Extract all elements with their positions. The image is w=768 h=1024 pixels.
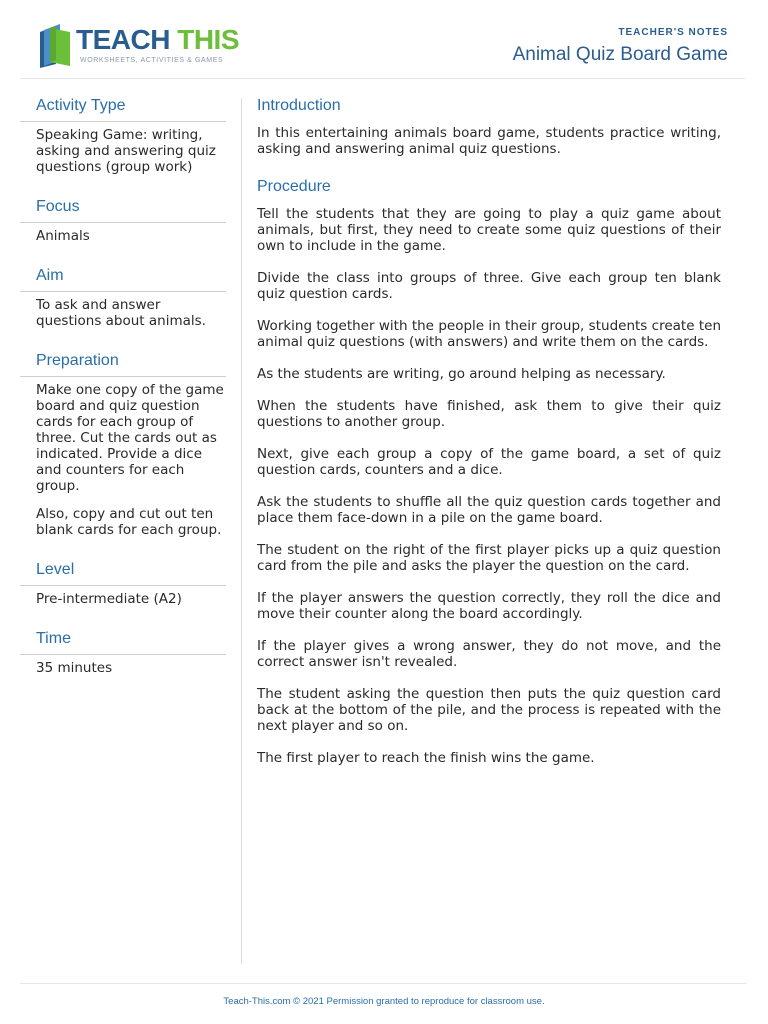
preparation-text bbox=[20, 377, 226, 538]
procedure-heading: Procedure bbox=[257, 178, 331, 195]
activity-type-section bbox=[20, 92, 226, 175]
procedure-paragraph: Divide the class into groups of three. Give each group ten blank quiz question cards. bbox=[257, 270, 721, 302]
preparation-heading: Preparation bbox=[20, 347, 226, 377]
procedure-paragraph: As the students are writing, go around helping as necessary. bbox=[257, 366, 666, 382]
time-text: 35 minutes bbox=[36, 660, 113, 676]
column-divider bbox=[241, 98, 242, 964]
logo-word-teach: TEACH bbox=[76, 24, 170, 55]
procedure-paragraph: Working together with the people in their group, students create ten animal quiz questions (with answers) and write them on the cards. bbox=[257, 318, 721, 350]
book-icon bbox=[36, 24, 74, 68]
preparation-paragraph: Make one copy of the game board and quiz question cards for each group of three. Cut the cards out as indicated. Provide a dice and counters for each group. bbox=[36, 382, 224, 494]
procedure-paragraph: If the player gives a wrong answer, they do not move, and the correct answer isn't revealed. bbox=[257, 638, 721, 670]
logo-wordmark bbox=[76, 24, 239, 56]
preparation-section bbox=[20, 347, 226, 538]
main-content bbox=[257, 92, 721, 782]
aim-text: To ask and answer questions about animals. bbox=[36, 297, 206, 329]
procedure-paragraph: The first player to reach the finish wins the game. bbox=[257, 750, 595, 766]
aim-section bbox=[20, 262, 226, 329]
aim-heading: Aim bbox=[20, 262, 226, 292]
teach-this-logo bbox=[36, 22, 240, 70]
page-title: Animal Quiz Board Game bbox=[512, 44, 728, 65]
procedure-paragraph: The student asking the question then puts the quiz question card back at the bottom of the pile, and the process is repeated with the next player and so on. bbox=[257, 686, 721, 734]
focus-text: Animals bbox=[36, 228, 90, 244]
time-heading: Time bbox=[20, 625, 226, 655]
procedure-paragraph: The student on the right of the first player picks up a quiz question card from the pile and asks the player the question on the card. bbox=[257, 542, 721, 574]
procedure-paragraph: When the students have finished, ask them to give their quiz questions to another group. bbox=[257, 398, 721, 430]
focus-heading: Focus bbox=[20, 193, 226, 223]
level-section bbox=[20, 556, 226, 607]
procedure-paragraph: Ask the students to shuffle all the quiz question cards together and place them face-down in a pile on the game board. bbox=[257, 494, 721, 526]
introduction-text bbox=[257, 125, 721, 157]
footer-divider bbox=[20, 983, 746, 984]
teachers-notes-label: TEACHER'S NOTES bbox=[618, 27, 728, 38]
sidebar bbox=[20, 92, 226, 694]
page-header bbox=[20, 0, 746, 79]
logo-word-this: THIS bbox=[177, 24, 240, 55]
time-section bbox=[20, 625, 226, 676]
logo-tagline: WORKSHEETS, ACTIVITIES & GAMES bbox=[80, 57, 224, 64]
preparation-paragraph: Also, copy and cut out ten blank cards for each group. bbox=[36, 506, 222, 538]
procedure-paragraph: Next, give each group a copy of the game board, a set of quiz question cards, counters and a dice. bbox=[257, 446, 721, 478]
procedure-paragraph: Tell the students that they are going to play a quiz game about animals, but first, they need to create some quiz questions of their own to include in the game. bbox=[257, 206, 721, 254]
procedure-paragraph: If the player answers the question correctly, they roll the dice and move their counter along the board accordingly. bbox=[257, 590, 721, 622]
introduction-paragraph: In this entertaining animals board game, students practice writing, asking and answering animal quiz questions. bbox=[257, 125, 721, 157]
header-titles bbox=[513, 26, 728, 68]
introduction-heading: Introduction bbox=[257, 97, 341, 114]
level-text: Pre-intermediate (A2) bbox=[36, 591, 182, 607]
footer-copyright: Teach-This.com © 2021 Permission granted to reproduce for classroom use. bbox=[223, 996, 545, 1007]
focus-section bbox=[20, 193, 226, 244]
procedure-text bbox=[257, 206, 721, 766]
activity-type-text: Speaking Game: writing, asking and answering quiz questions (group work) bbox=[36, 127, 216, 175]
activity-type-heading: Activity Type bbox=[20, 92, 226, 122]
level-heading: Level bbox=[20, 556, 226, 586]
